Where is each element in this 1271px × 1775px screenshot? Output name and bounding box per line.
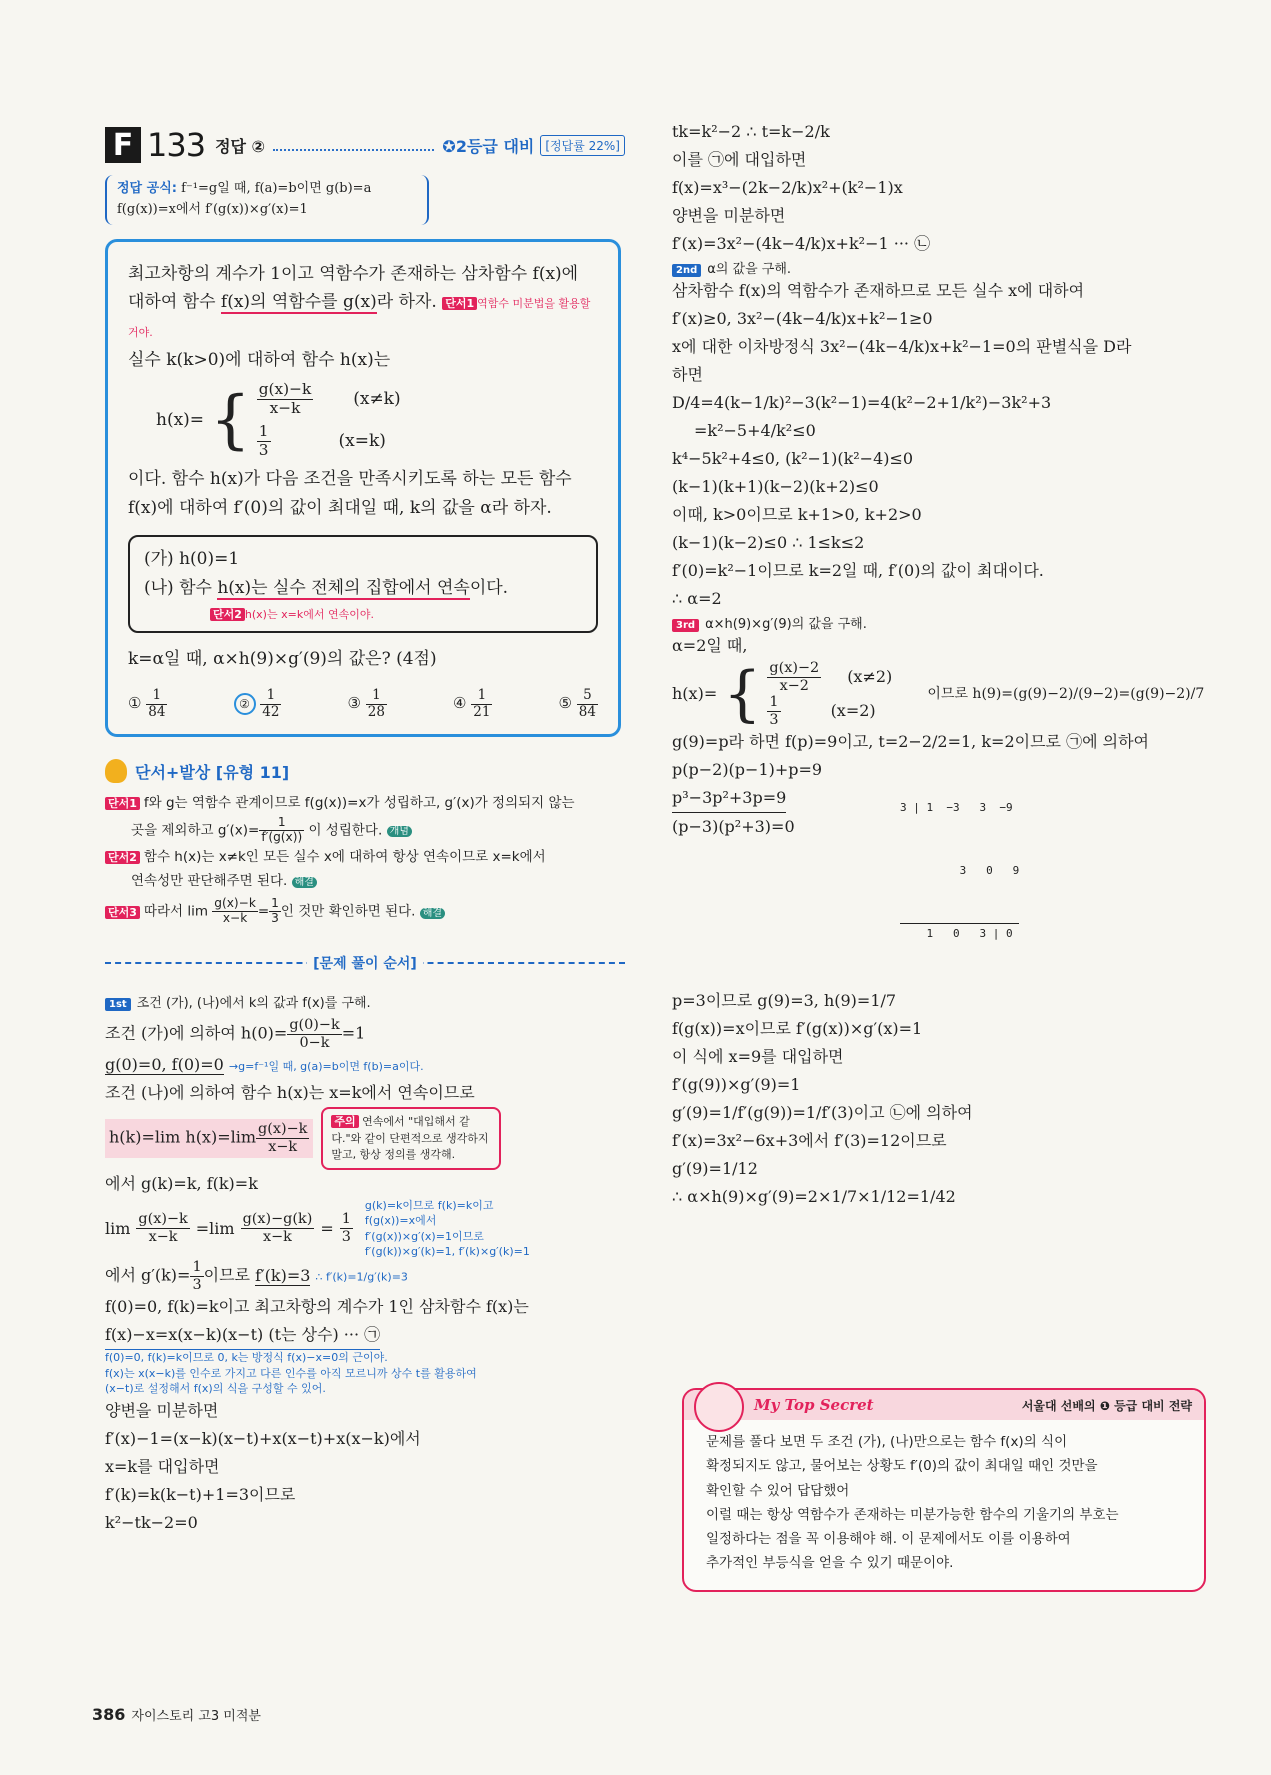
choice-2[interactable]: ② $\frac{1}{42}$ (234, 688, 282, 720)
accuracy-rate: [정답률 22%] (540, 135, 625, 156)
problem-number: 133 (147, 126, 206, 164)
problem-box (105, 239, 621, 738)
top-secret-box (682, 1388, 1206, 1592)
choice-3[interactable]: ③ $\frac{1}{28}$ (347, 687, 385, 720)
solution-left: 조건 (가)에 의하여 h(0)= $\frac{g(0)-k}{0-k}$ =1 g(0)=0, f(0)=0 →g=f⁻¹일 때, g(a)=b이면 f(b)=a이다. 조건 (나)에 의하여 함수 h(x)는 x=k에서 연속이므로 h(k)=lim h(x)=lim $\frac{g(x)-k}{x-k}$ 주의 연속에서 "대입해서 같다."와 같이 단편적으로 생각하지 말고, 항상 정의를 생각해. 에서 g(k)=k, f(k)=k lim $\frac{g(x)-k}{x-k}$ =lim $\frac{g(x)-g(k)}{x-k}$ = $\frac{1}{3}$ g(k)=k이므로 f(k)=k이고 f(g(x))=x에서 f′(g(x))×g′(x)=1이므로 f′(g(k))×g′(k)=1, f′(k)×g′(k)=1 에서 g′(k)= $\frac{1}{3}$ 이므로 f′(k)=3 ∴ f′(k)=1/g′(k)=3 f(0)=0, f(k)=k이고 최고차항의 계수가 1인 삼차함수 f(x)는 f(x)−x=x(x−k)(x−t) (t는 상수) ··· ㉠ f(0)=0, f(k)=k이므로 0, k는 방정식 f(x)−x=0의 근이야. f(x)는 x(x−k)를 인수로 가지고 다른 인수를 아직 모르니까 상수 t를 활용하여 (x−t)로 설정해서 f(x)의 식을 구성할 수 있어. 양변을 미분하면 f′(x)−1=(x−k)(x−t)+x(x−t)+x(x−k)에서 x=k를 대입하면 f′(k)=k(k−t)+1=3이므로 k²−tk−2=0 (105, 1017, 530, 1532)
hint-2: 단서2 함수 h(x)는 x≠k인 모든 실수 x에 대하여 항상 연속이므로 x=k에서 (105, 845, 625, 869)
top-secret-body: 문제를 풀다 보면 두 조건 (가), (나)만으로는 함수 f(x)의 식이 확정되지도 않고, 물어보는 상황도 f′(0)의 값이 최대일 때인 것만을 확인할 수 있어 답답했어 이럴 때는 항상 역함수가 존재하는 미분가능한 함수의 기울기의 부호는 일정하다는 점을 꼭 이용해야 해. 이 문제에서도 이를 이용하여 추가적인 부등식을 얻을 수 있기 때문이야. (706, 1434, 1119, 1572)
piecewise-h-alpha: h(x)= { $\frac{g(x)-2}{x-2}$ (x≠2) $\frac{1}{3}$ (x=2) 이므로 h(9)=(g(9)−2)/(9−2)=(g(9)−2)/7 (672, 659, 1205, 730)
problem-line2: 대하여 함수 f(x)의 역함수를 g(x)라 하자. 단서1 역함수 미분법을 활용할 거야. (128, 292, 591, 340)
order-divider (105, 956, 625, 973)
answer-label: 정답 ② (215, 136, 266, 156)
choices (128, 688, 598, 720)
step-2-tag: 2nd (672, 264, 701, 277)
dotted-leader (273, 139, 434, 151)
condition-a: (가) h(0)=1 (144, 549, 240, 570)
hint-tag-2: 단서2 (210, 608, 245, 621)
problem-line5: f(x)에 대하여 f′(0)의 값이 최대일 때, k의 값을 α라 하자. (128, 498, 552, 519)
section-badge: F (105, 127, 141, 163)
h-condition-2: (x=k) (338, 430, 386, 451)
condition-b: (나) 함수 h(x)는 실수 전체의 집합에서 연속이다. (144, 578, 509, 599)
inverse-underline: f(x)의 역함수를 g(x) (220, 292, 377, 313)
condition-box (128, 535, 598, 633)
step-1: 1st 조건 (가), (나)에서 k의 값과 f(x)를 구해. (105, 992, 625, 1011)
choice-5[interactable]: ⑤ $\frac{5}{84}$ (558, 687, 596, 720)
avatar (694, 1382, 744, 1432)
left-column (105, 125, 625, 1537)
hint-tag-1: 단서1 (442, 297, 477, 310)
hint-note-2: h(x)는 x=k에서 연속이야. (244, 608, 374, 622)
lightbulb-icon (105, 759, 127, 783)
page-number: 386 (92, 1705, 126, 1724)
caution-box: 주의 연속에서 "대입해서 같다."와 같이 단편적으로 생각하지 말고, 항상 정의를 생각해. (321, 1107, 501, 1170)
problem-header (105, 125, 625, 165)
hint-note-1: 역함수 미분법을 활용할 거야. (128, 297, 591, 340)
h-condition-1: (x≠k) (353, 388, 401, 409)
hint-3: 단서3 따라서 lim $\frac{g(x)-k}{x-k}$ = $\frac{1}{3}$ 인 것만 확인하면 된다. 해결 (105, 897, 625, 926)
choice-4[interactable]: ④ $\frac{1}{21}$ (453, 687, 491, 720)
problem-line1: 최고차항의 계수가 1이고 역함수가 존재하는 삼차함수 f(x)에 (128, 263, 579, 284)
formula-line2: f(g(x))=x에서 f′(g(x))×g′(x)=1 (117, 201, 308, 217)
choice-1[interactable]: ① $\frac{1}{84}$ (128, 687, 166, 720)
concept-badge: 개념 (387, 826, 412, 837)
formula-line1: f⁻¹=g일 때, f(a)=b이면 g(b)=a (181, 181, 372, 196)
page-footer (92, 1705, 261, 1724)
piecewise-h: h(x)= { $\frac{g(x)-k}{x-k}$ (x≠k) $\frac{1}{3}$ (x=k) (156, 380, 401, 459)
answer-circle: ② (234, 693, 256, 715)
hints-title: 단서+발상 [유형 11] (105, 759, 625, 783)
right-column: tk=k²−2 ∴ t=k−2/k 이를 ㉠에 대입하면 f(x)=x³−(2k−2/k)x²+(k²−1)x 양변을 미분하면 f′(x)=3x²−(4k−4/k)x+k²−1 ··· ㉡ 2nd α의 값을 구해. 삼차함수 f(x)의 역함수가 존재하므로 모든 실수 x에 대하여 f′(x)≥0, 3x²−(4k−4/k)x+k²−1≥0 x에 대한 이차방정식 3x²−(4k−4/k)x+k²−1=0의 판별식을 D라 하면 D/4=4(k−1/k)²−3(k²−1)=4(k²−2+1/k²)−3k²+3 =k²−5+4/k²≤0 k⁴−5k²+4≤0, (k²−1)(k²−4)≤0 (k−1)(k+1)(k−2)(k+2)≤0 이때, k>0이므로 k+1>0, k+2>0 (k−1)(k−2)≤0 ∴ 1≤k≤2 f′(0)=k²−1이므로 k=2일 때, f′(0)의 값이 최대이다. ∴ α=2 3rd α×h(9)×g′(9)의 값을 구해. α=2일 때, h(x)= { $\frac{g(x)-2}{x-2}$ (x≠2) $\frac{1}{3}$ (x=2) 이므로 h(9)=(g(9)−2)/(9−2)=(g(9)−2)/7 g(9)=p라 하면 f(p)=9이고, t=2−2/2=1, k=2이므로 ㉠에 의하여 p(p−2)(p−1)+p=9 p³−3p²+3p=9 (p−3)(p²+3)=0 3 | 1 −3 3 −9 3 0 9 1 0 3 | 0 p=3이므로 g(9)=3, h(9)=1/7 f(g(x))=x이므로 f′(g(x))×g′(x)=1 이 식에 x=9를 대입하면 f′(g(9))×g′(9)=1 g′(9)=1/f′(g(9))=1/f′(3)이고 ㉡에 의하여 f′(x)=3x²−6x+3에서 f′(3)=12이므로 g′(9)=1/12 ∴ α×h(9)×g′(9)=2×1/7×1/12=1/42 (672, 118, 1212, 1211)
hint-1-cont: 곳을 제외하고 g′(x)= $\frac{1}{f'(g(x))}$ 이 성립한다. 개념 (105, 816, 625, 845)
book-title: 자이스토리 고3 미적분 (131, 1709, 261, 1724)
question: k=α일 때, α×h(9)×g′(9)의 값은? (4점) (128, 649, 437, 670)
piecewise-lhs: h(x)= (156, 409, 205, 430)
hint-1: 단서1 f와 g는 역함수 관계이므로 f(g(x))=x가 성립하고, g′(x)가 정의되지 않는 (105, 791, 625, 815)
synthetic-division: 3 | 1 −3 3 −9 3 0 9 1 0 3 | 0 (900, 756, 1019, 987)
top-secret-header: My Top Secret 서울대 선배의 ❶ 등급 대비 전략 (684, 1390, 1204, 1420)
problem-line3: 실수 k(k>0)에 대하여 함수 h(x)는 (128, 350, 391, 371)
formula-box (105, 175, 429, 225)
grade-label: ✪2등급 대비 (442, 136, 535, 156)
h-fraction: $\frac{g(x)-k}{x-k}$ (258, 380, 312, 417)
order-title: [문제 풀이 순서] (307, 956, 423, 972)
continuity-underline: h(x)는 실수 전체의 집합에서 연속 (217, 578, 470, 599)
hints (105, 791, 625, 926)
h-value-fraction: $\frac{1}{3}$ (258, 422, 269, 459)
problem-line4: 이다. 함수 h(x)가 다음 조건을 만족시키도록 하는 모든 함수 (128, 469, 572, 490)
step-3-tag: 3rd (672, 619, 699, 632)
hint-2-cont: 연속성만 판단해주면 된다. 해결 (105, 869, 625, 893)
formula-label: 정답 공식: (117, 181, 177, 196)
